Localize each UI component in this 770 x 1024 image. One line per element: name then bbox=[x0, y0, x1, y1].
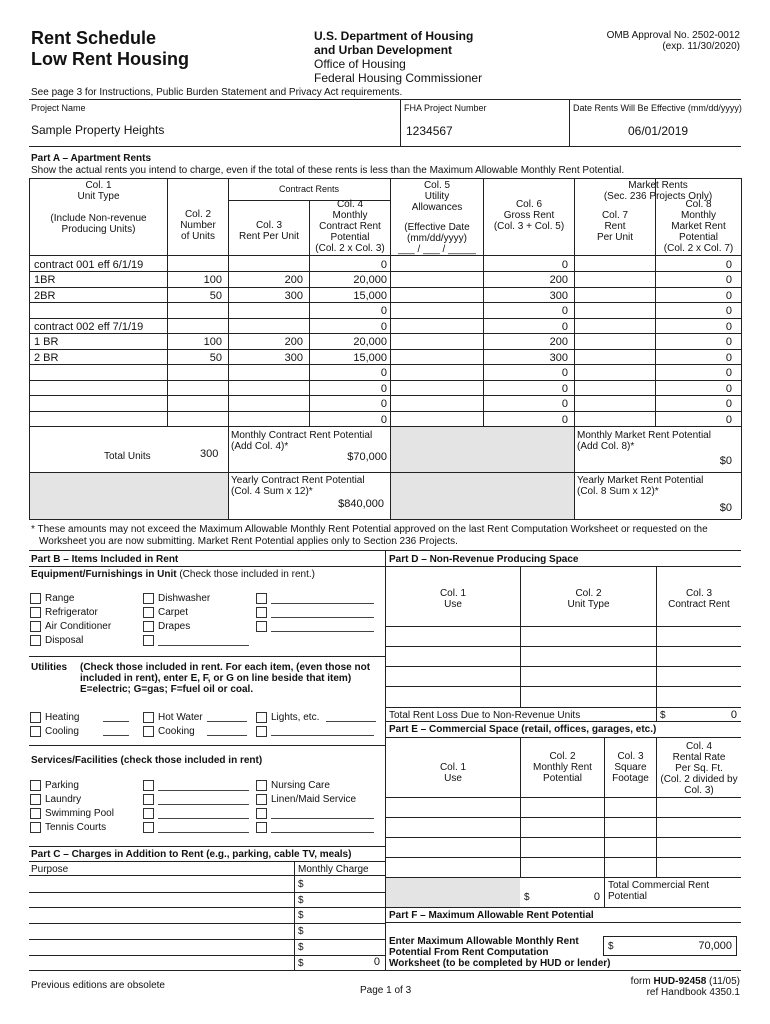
equip-other-line[interactable] bbox=[271, 603, 374, 604]
part-f-text: Enter Maximum Allowable Monthly Rent Potential From Rent Computation Worksheet (to be completed by HUD or lender) bbox=[389, 936, 611, 969]
service-3-label: Tennis Courts bbox=[45, 822, 107, 833]
col5-header: Col. 5 Utility Allowances (Effective Date (mm/dd/yyyy) ___ / ___ / _____ bbox=[398, 180, 476, 255]
part-d-title: Part D – Non-Revenue Producing Space bbox=[389, 554, 579, 565]
dept-line-2: and Urban Development bbox=[314, 43, 453, 57]
service-1-label: Laundry bbox=[45, 794, 82, 805]
service3-1-label: Linen/Maid Service bbox=[271, 794, 357, 805]
gross-cell[interactable]: 200 bbox=[549, 274, 568, 286]
market-rents-header: Market Rents (Sec. 236 Projects Only) bbox=[603, 180, 713, 202]
parte-col1-header: Col. 1 Use bbox=[439, 762, 467, 784]
monthly-cell[interactable]: 0 bbox=[380, 383, 387, 395]
yearly-market-value[interactable]: $0 bbox=[719, 502, 732, 514]
monthly-cell[interactable]: 0 bbox=[380, 259, 387, 271]
yearly-market-label: Yearly Market Rent Potential (Col. 8 Sum x 12)* bbox=[577, 475, 704, 497]
total-units-label: Total Units bbox=[104, 451, 151, 462]
equip-0-checkbox[interactable] bbox=[30, 593, 41, 604]
service-0-label: Parking bbox=[45, 780, 79, 791]
utility-2-checkbox[interactable] bbox=[143, 712, 154, 723]
equip-1-label: Refrigerator bbox=[45, 607, 98, 618]
col6-header: Col. 6 Gross Rent (Col. 3 + Col. 5) bbox=[493, 199, 565, 232]
utility-1-label: Cooling bbox=[45, 726, 79, 737]
service-other-line[interactable] bbox=[271, 818, 374, 819]
equip-0-label: Range bbox=[45, 593, 75, 604]
monthly-cell[interactable]: 0 bbox=[380, 414, 387, 426]
partd-col3-header: Col. 3 Contract Rent bbox=[668, 588, 730, 610]
utility-other-checkbox[interactable] bbox=[256, 726, 267, 737]
gross-cell[interactable]: 0 bbox=[561, 321, 568, 333]
service-other-checkbox[interactable] bbox=[143, 780, 154, 791]
monthly-market-value[interactable]: $0 bbox=[719, 455, 732, 467]
utility-other-line[interactable] bbox=[271, 735, 374, 736]
utility-entry-line[interactable] bbox=[103, 721, 129, 722]
equip-other-line[interactable] bbox=[271, 617, 374, 618]
gross-cell[interactable]: 200 bbox=[549, 336, 568, 348]
utility-2-label: Hot Water bbox=[158, 712, 203, 723]
utility-entry-line[interactable] bbox=[103, 735, 129, 736]
market-monthly-cell[interactable]: 0 bbox=[725, 290, 732, 302]
service-other-line[interactable] bbox=[158, 804, 249, 805]
utility-entry-line[interactable] bbox=[326, 721, 376, 722]
gross-cell[interactable]: 300 bbox=[549, 290, 568, 302]
market-monthly-cell[interactable]: 0 bbox=[725, 383, 732, 395]
equip2-1-label: Carpet bbox=[158, 607, 189, 618]
service-1-checkbox[interactable] bbox=[30, 794, 41, 805]
utility-4-checkbox[interactable] bbox=[256, 712, 267, 723]
market-monthly-cell[interactable]: 0 bbox=[725, 305, 732, 317]
market-monthly-cell[interactable]: 0 bbox=[725, 336, 732, 348]
equip-other-checkbox[interactable] bbox=[143, 635, 154, 646]
service-0-checkbox[interactable] bbox=[30, 780, 41, 791]
market-monthly-cell[interactable]: 0 bbox=[725, 321, 732, 333]
title-line-2: Low Rent Housing bbox=[31, 49, 189, 69]
rent-loss-label: Total Rent Loss Due to Non-Revenue Units bbox=[389, 710, 581, 721]
rent-cell[interactable]: 300 bbox=[284, 352, 303, 364]
rent-cell[interactable]: 300 bbox=[284, 290, 303, 302]
units-cell[interactable]: 50 bbox=[209, 352, 222, 364]
gross-cell[interactable]: 0 bbox=[561, 414, 568, 426]
omb-expiration: (exp. 11/30/2020) bbox=[662, 41, 740, 52]
equip2-2-label: Drapes bbox=[158, 621, 191, 632]
service-other-line[interactable] bbox=[158, 832, 249, 833]
utility-entry-line[interactable] bbox=[207, 735, 247, 736]
unit-type-cell[interactable]: 2BR bbox=[34, 290, 56, 302]
equip-3-label: Disposal bbox=[45, 635, 84, 646]
previous-editions-note: Previous editions are obsolete bbox=[31, 980, 165, 991]
service-other-checkbox[interactable] bbox=[256, 808, 267, 819]
totals-shade-mid bbox=[391, 427, 574, 519]
totals-shade-left bbox=[30, 472, 228, 519]
utility-0-checkbox[interactable] bbox=[30, 712, 41, 723]
utility-0-label: Heating bbox=[45, 712, 80, 723]
unit-type-cell[interactable]: contract 002 eff 7/1/19 bbox=[34, 321, 144, 333]
project-name-field[interactable]: Sample Property Heights bbox=[31, 123, 165, 137]
utility-1-checkbox[interactable] bbox=[30, 726, 41, 737]
dept-line-1: U.S. Department of Housing bbox=[314, 29, 474, 43]
col2-header: Col. 2 Number of Units bbox=[180, 209, 216, 242]
yearly-contract-value[interactable]: $840,000 bbox=[338, 498, 384, 510]
equip-2-label: Air Conditioner bbox=[45, 621, 112, 632]
equip-3-checkbox[interactable] bbox=[30, 635, 41, 646]
service-2-checkbox[interactable] bbox=[30, 808, 41, 819]
col8-header: Col. 8 Monthly Market Rent Potential (Col. 2 x Col. 7) bbox=[663, 199, 734, 254]
utility-entry-line[interactable] bbox=[207, 721, 247, 722]
rent-cell[interactable]: 200 bbox=[284, 336, 303, 348]
equip-2-checkbox[interactable] bbox=[30, 621, 41, 632]
units-cell[interactable]: 50 bbox=[209, 290, 222, 302]
charge-dollar: $ bbox=[298, 958, 304, 969]
part-a-description: Show the actual rents you intend to charge, even if the total of these rents is less than the Maximum Allowable Monthly Rent Potential. bbox=[31, 165, 625, 176]
footnote-line-2: Worksheet you are now submitting. Market Rent Potential applies only to Section 236 Projects. bbox=[39, 536, 458, 547]
commissioner-line: Federal Housing Commissioner bbox=[314, 71, 483, 85]
equip2-0-label: Dishwasher bbox=[158, 593, 211, 604]
charge-dollar: $ bbox=[298, 926, 304, 937]
page-number: Page 1 of 3 bbox=[360, 985, 412, 996]
part-f-title: Part F – Maximum Allowable Rent Potential bbox=[389, 910, 594, 921]
charge-dollar: $ bbox=[298, 942, 304, 953]
gross-cell[interactable]: 0 bbox=[561, 259, 568, 271]
monthly-charge-header: Monthly Charge bbox=[298, 864, 369, 875]
omb-number: OMB Approval No. 2502-0012 bbox=[606, 30, 740, 41]
market-monthly-cell[interactable]: 0 bbox=[725, 414, 732, 426]
partd-col1-header: Col. 1 Use bbox=[439, 588, 467, 610]
market-monthly-cell[interactable]: 0 bbox=[725, 367, 732, 379]
parte-col2-header: Col. 2 Monthly Rent Potential bbox=[533, 751, 592, 784]
service-other-checkbox[interactable] bbox=[143, 822, 154, 833]
commercial-total-label: Total Commercial Rent Potential bbox=[608, 880, 710, 902]
gross-cell[interactable]: 0 bbox=[561, 383, 568, 395]
unit-type-cell[interactable]: 1 BR bbox=[34, 336, 59, 348]
rent-loss-dollar: $ bbox=[660, 710, 666, 721]
grid-line bbox=[741, 178, 742, 426]
gross-cell[interactable]: 0 bbox=[561, 305, 568, 317]
rent-loss-value[interactable]: 0 bbox=[730, 709, 737, 721]
charge-total-value[interactable]: 0 bbox=[373, 956, 380, 968]
unit-type-cell[interactable]: 1BR bbox=[34, 274, 56, 286]
monthly-market-label: Monthly Market Rent Potential (Add Col. 8)* bbox=[577, 430, 711, 452]
monthly-contract-value[interactable]: $70,000 bbox=[347, 451, 387, 463]
equip-other-line[interactable] bbox=[271, 631, 374, 632]
rent-cell[interactable]: 200 bbox=[284, 274, 303, 286]
contract-rents-header: Contract Rents bbox=[278, 184, 340, 194]
utility-3-checkbox[interactable] bbox=[143, 726, 154, 737]
service-other-line[interactable] bbox=[158, 818, 249, 819]
footnote-line-1: * These amounts may not exceed the Maximum Allowable Monthly Rent Potential approved on the last Rent Computation Worksheet or requested on the bbox=[31, 524, 708, 535]
service-other-line[interactable] bbox=[271, 832, 374, 833]
equip-other-checkbox[interactable] bbox=[256, 607, 267, 618]
monthly-cell[interactable]: 15,000 bbox=[353, 352, 387, 364]
unit-type-cell[interactable]: contract 001 eff 6/1/19 bbox=[34, 259, 144, 271]
monthly-cell[interactable]: 20,000 bbox=[353, 336, 387, 348]
parte-col3-header: Col. 3 Square Footage bbox=[612, 751, 649, 784]
omb-block bbox=[607, 30, 740, 52]
col1-header: Col. 1 Unit Type (Include Non-revenue Producing Units) bbox=[50, 180, 147, 235]
service-other-line[interactable] bbox=[158, 790, 249, 791]
fha-number-field[interactable]: 1234567 bbox=[406, 124, 453, 138]
form-number-block: form HUD-92458 (11/05) ref Handbook 4350.1 bbox=[630, 976, 740, 998]
service-3-checkbox[interactable] bbox=[30, 822, 41, 833]
commercial-total-dollar: $ bbox=[524, 892, 530, 903]
monthly-cell[interactable]: 0 bbox=[380, 305, 387, 317]
project-name-label: Project Name bbox=[31, 103, 86, 113]
part-b-title: Part B – Items Included in Rent bbox=[31, 554, 179, 565]
max-rent-value[interactable]: 70,000 bbox=[698, 940, 732, 952]
effective-date-field[interactable]: 06/01/2019 bbox=[628, 124, 689, 138]
market-monthly-cell[interactable]: 0 bbox=[725, 259, 732, 271]
unit-type-cell[interactable]: 2 BR bbox=[34, 352, 59, 364]
equip-1-checkbox[interactable] bbox=[30, 607, 41, 618]
market-monthly-cell[interactable]: 0 bbox=[725, 398, 732, 410]
parte-col4-header: Col. 4 Rental Rate Per Sq. Ft. (Col. 2 divided by Col. 3) bbox=[660, 741, 738, 796]
monthly-cell[interactable]: 0 bbox=[380, 398, 387, 410]
utility-4-label: Lights, etc. bbox=[271, 712, 320, 723]
monthly-cell[interactable]: 0 bbox=[380, 321, 387, 333]
col4-header: Col. 4 Monthly Contract Rent Potential (Col. 2 x Col. 3) bbox=[315, 199, 385, 254]
service-other-checkbox[interactable] bbox=[256, 822, 267, 833]
yearly-contract-label: Yearly Contract Rent Potential (Col. 4 Sum x 12)* bbox=[231, 475, 365, 497]
monthly-cell[interactable]: 0 bbox=[380, 367, 387, 379]
equip-other-checkbox[interactable] bbox=[256, 593, 267, 604]
total-units-value[interactable]: 300 bbox=[200, 448, 219, 460]
units-cell[interactable]: 100 bbox=[203, 274, 222, 286]
charge-dollar: $ bbox=[298, 895, 304, 906]
utilities-note: (Check those included in rent. For each item, (even those not included in rent), enter E, F, or G on line beside that item) E=electric; G=gas; F=fuel oil or coal. bbox=[80, 662, 371, 695]
partd-col2-header: Col. 2 Unit Type bbox=[567, 588, 610, 610]
form-title bbox=[31, 28, 189, 70]
col3-header: Col. 3 Rent Per Unit bbox=[238, 220, 300, 242]
part-e-title: Part E – Commercial Space (retail, offices, garages, etc.) bbox=[389, 724, 657, 735]
utility-3-label: Cooking bbox=[158, 726, 195, 737]
purpose-header: Purpose bbox=[31, 864, 69, 875]
units-cell[interactable]: 100 bbox=[203, 336, 222, 348]
market-monthly-cell[interactable]: 0 bbox=[725, 274, 732, 286]
charge-dollar: $ bbox=[298, 910, 304, 921]
equip-other-line[interactable] bbox=[158, 645, 249, 646]
commercial-total-value[interactable]: 0 bbox=[593, 891, 600, 903]
effective-date-label: Date Rents Will Be Effective (mm/dd/yyyy) bbox=[573, 103, 742, 113]
service3-0-label: Nursing Care bbox=[271, 780, 330, 791]
service3-1-checkbox[interactable] bbox=[256, 794, 267, 805]
equip2-0-checkbox[interactable] bbox=[143, 593, 154, 604]
gross-cell[interactable]: 300 bbox=[549, 352, 568, 364]
market-monthly-cell[interactable]: 0 bbox=[725, 352, 732, 364]
equipment-title: Equipment/Furnishings in Unit (Check those included in rent.) bbox=[31, 569, 315, 580]
charge-row-line bbox=[29, 923, 385, 924]
gross-cell[interactable]: 0 bbox=[561, 398, 568, 410]
service-other-checkbox[interactable] bbox=[143, 808, 154, 819]
col7-header: Col. 7 Rent Per Unit bbox=[596, 210, 634, 243]
equip-other-checkbox[interactable] bbox=[256, 621, 267, 632]
department-block bbox=[314, 29, 482, 85]
charge-row-line bbox=[29, 939, 385, 940]
monthly-cell[interactable]: 20,000 bbox=[353, 274, 387, 286]
part-c-title: Part C – Charges in Addition to Rent (e.g., parking, cable TV, meals) bbox=[31, 849, 352, 860]
service3-0-checkbox[interactable] bbox=[256, 780, 267, 791]
service-other-checkbox[interactable] bbox=[143, 794, 154, 805]
charge-row-line bbox=[29, 892, 385, 893]
monthly-contract-label: Monthly Contract Rent Potential (Add Col. 4)* bbox=[231, 430, 373, 452]
commercial-total-shade bbox=[386, 878, 520, 907]
gross-cell[interactable]: 0 bbox=[561, 367, 568, 379]
instructions-note: See page 3 for Instructions, Public Burden Statement and Privacy Act requirements. bbox=[31, 87, 403, 98]
fha-number-label: FHA Project Number bbox=[404, 103, 487, 113]
title-line-1: Rent Schedule bbox=[31, 28, 157, 48]
charge-row-line bbox=[29, 907, 385, 908]
equip2-2-checkbox[interactable] bbox=[143, 621, 154, 632]
office-line: Office of Housing bbox=[314, 57, 406, 71]
monthly-cell[interactable]: 15,000 bbox=[353, 290, 387, 302]
max-rent-dollar: $ bbox=[608, 941, 614, 952]
equip2-1-checkbox[interactable] bbox=[143, 607, 154, 618]
part-a-title: Part A – Apartment Rents bbox=[31, 153, 152, 164]
utilities-title: Utilities bbox=[31, 662, 68, 673]
charge-dollar: $ bbox=[298, 879, 304, 890]
service-2-label: Swimming Pool bbox=[45, 808, 114, 819]
services-title: Services/Facilities (check those included in rent) bbox=[31, 755, 263, 766]
